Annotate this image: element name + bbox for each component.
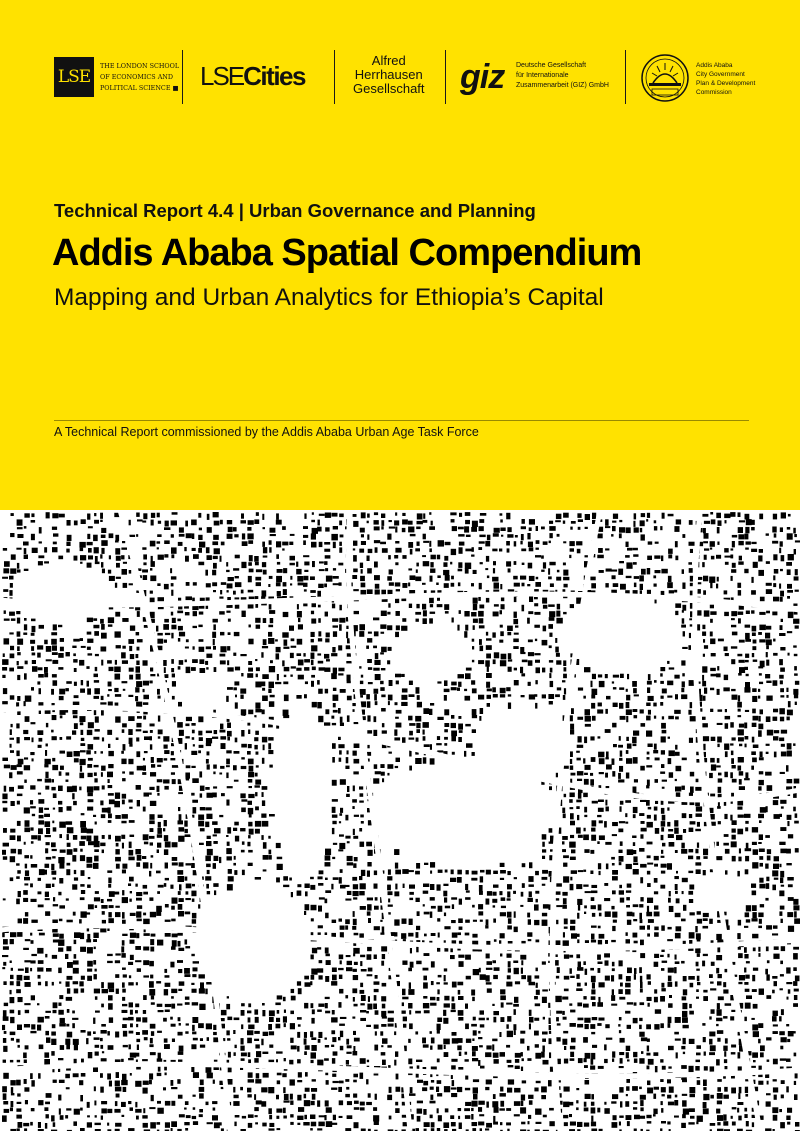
giz-logo-text [516,61,609,91]
lse-line: THE LONDON SCHOOL [100,62,180,70]
logo-divider [445,50,446,104]
addis-ababa-logo-text [696,61,755,97]
report-subtitle: Mapping and Urban Analytics for Ethiopia’s Capital [54,284,604,311]
map-roads [0,510,800,1131]
report-title: Addis Ababa Spatial Compendium [52,232,642,274]
report-series: Technical Report 4.4 | Urban Governance and Planning [54,200,536,221]
figure-ground-map [0,510,800,1131]
lse-logo-text [100,61,190,94]
aa-line: Addis Ababa [696,62,733,69]
lsecities-logo [200,61,305,92]
lse-line: POLITICAL SCIENCE ■ [100,84,179,92]
lsecities-logo-light: LSE [200,61,244,91]
alfred-herrhausen-logo [353,54,425,96]
aa-line: Plan & Development [696,80,756,87]
alfred-line: Gesellschaft [353,81,425,96]
giz-line: für Internationale [516,72,569,79]
logo-divider [182,50,183,104]
commission-note: A Technical Report commissioned by the Addis Ababa Urban Age Task Force [54,425,479,439]
aa-line: Commission [696,89,732,96]
giz-line: Zusammenarbeit (GIZ) GmbH [516,82,609,89]
alfred-line: Herrhausen [354,67,423,82]
header-rule [54,420,749,421]
aa-line: City Government [696,71,745,78]
giz-logo-mark: giz [460,58,505,96]
giz-line: Deutsche Gesellschaft [516,62,587,69]
lse-logo-mark: LSE [54,57,94,97]
lse-line: OF ECONOMICS AND [100,73,174,81]
cover-header [0,0,800,510]
addis-ababa-emblem-icon [640,53,690,103]
lsecities-logo-bold: Cities [243,61,305,91]
map-road [0,1064,800,1076]
alfred-line: Alfred [371,53,406,68]
logo-divider [625,50,626,104]
partner-logos [54,48,754,106]
logo-divider [334,50,335,104]
